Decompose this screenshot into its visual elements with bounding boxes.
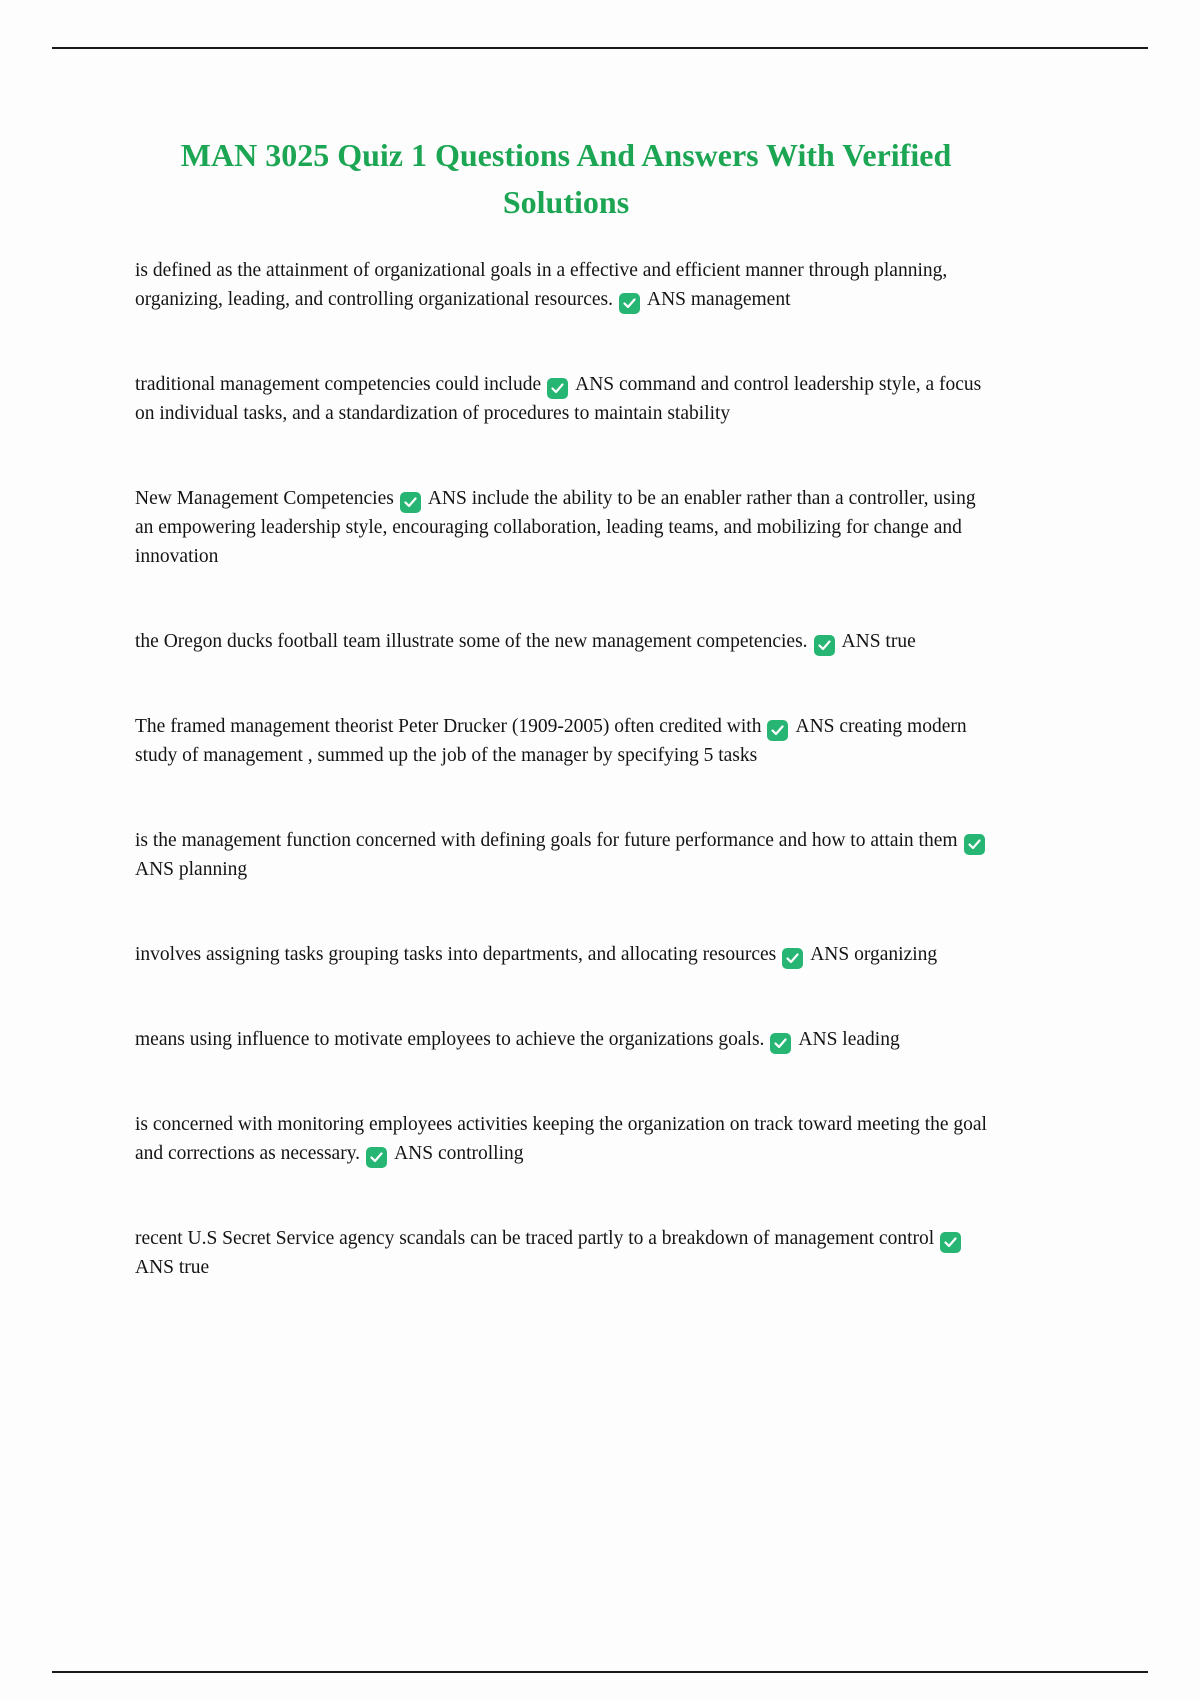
answer-text: ANS management (646, 289, 791, 310)
question-text: New Management Competencies (135, 488, 394, 509)
verified-check-icon (770, 1033, 791, 1054)
answer-text: ANS command and control leadership style, a focus on individual tasks, and a standardization of procedures to maintain stability (135, 374, 982, 424)
question-text: traditional management competencies could include (135, 374, 542, 395)
verified-check-icon (619, 293, 640, 314)
answer-text: ANS leading (798, 1029, 900, 1050)
verified-check-icon (547, 378, 568, 399)
page-bottom-rule (52, 1671, 1148, 1673)
qa-item (135, 712, 997, 770)
verified-check-icon (366, 1147, 387, 1168)
question-text: the Oregon ducks football team illustrate some of the new management competencies. (135, 631, 808, 652)
verified-check-icon (767, 720, 788, 741)
qa-item (135, 256, 997, 314)
page-top-rule (52, 47, 1148, 49)
answer-text: ANS planning (135, 859, 248, 880)
document-body (135, 132, 997, 1282)
question-text: involves assigning tasks grouping tasks into departments, and allocating resources (135, 944, 777, 965)
qa-item (135, 1224, 997, 1282)
question-text: is concerned with monitoring employees activities keeping the organization on track toward meeting the goal and corrections as necessary. (135, 1114, 987, 1164)
qa-item (135, 484, 997, 571)
verified-check-icon (400, 492, 421, 513)
qa-item (135, 370, 997, 428)
question-text: means using influence to motivate employees to achieve the organizations goals. (135, 1029, 765, 1050)
answer-text: ANS organizing (810, 944, 938, 965)
question-text: is the management function concerned with defining goals for future performance and how to attain them (135, 830, 958, 851)
verified-check-icon (964, 834, 985, 855)
answer-text: ANS true (135, 1257, 210, 1278)
qa-item (135, 940, 997, 969)
document-title: MAN 3025 Quiz 1 Questions And Answers With Verified Solutions (180, 137, 952, 220)
qa-item (135, 627, 997, 656)
qa-item (135, 1025, 997, 1054)
question-text: recent U.S Secret Service agency scandals can be traced partly to a breakdown of management control (135, 1228, 935, 1249)
answer-text: ANS include the ability to be an enabler rather than a controller, using an empowering leadership style, encouraging collaboration, leading teams, and mobilizing for change and innovation (135, 488, 976, 567)
answer-text: ANS true (841, 631, 916, 652)
verified-check-icon (782, 948, 803, 969)
question-text: is defined as the attainment of organizational goals in a effective and efficient manner through planning, organizing, leading, and controlling organizational resources. (135, 260, 948, 310)
verified-check-icon (814, 635, 835, 656)
verified-check-icon (940, 1232, 961, 1253)
qa-item (135, 826, 997, 884)
answer-text: ANS creating modern study of management , summed up the job of the manager by specifying 5 tasks (135, 716, 967, 766)
question-text: The framed management theorist Peter Drucker (1909-2005) often credited with (135, 716, 762, 737)
answer-text: ANS controlling (394, 1143, 524, 1164)
qa-item (135, 1110, 997, 1168)
